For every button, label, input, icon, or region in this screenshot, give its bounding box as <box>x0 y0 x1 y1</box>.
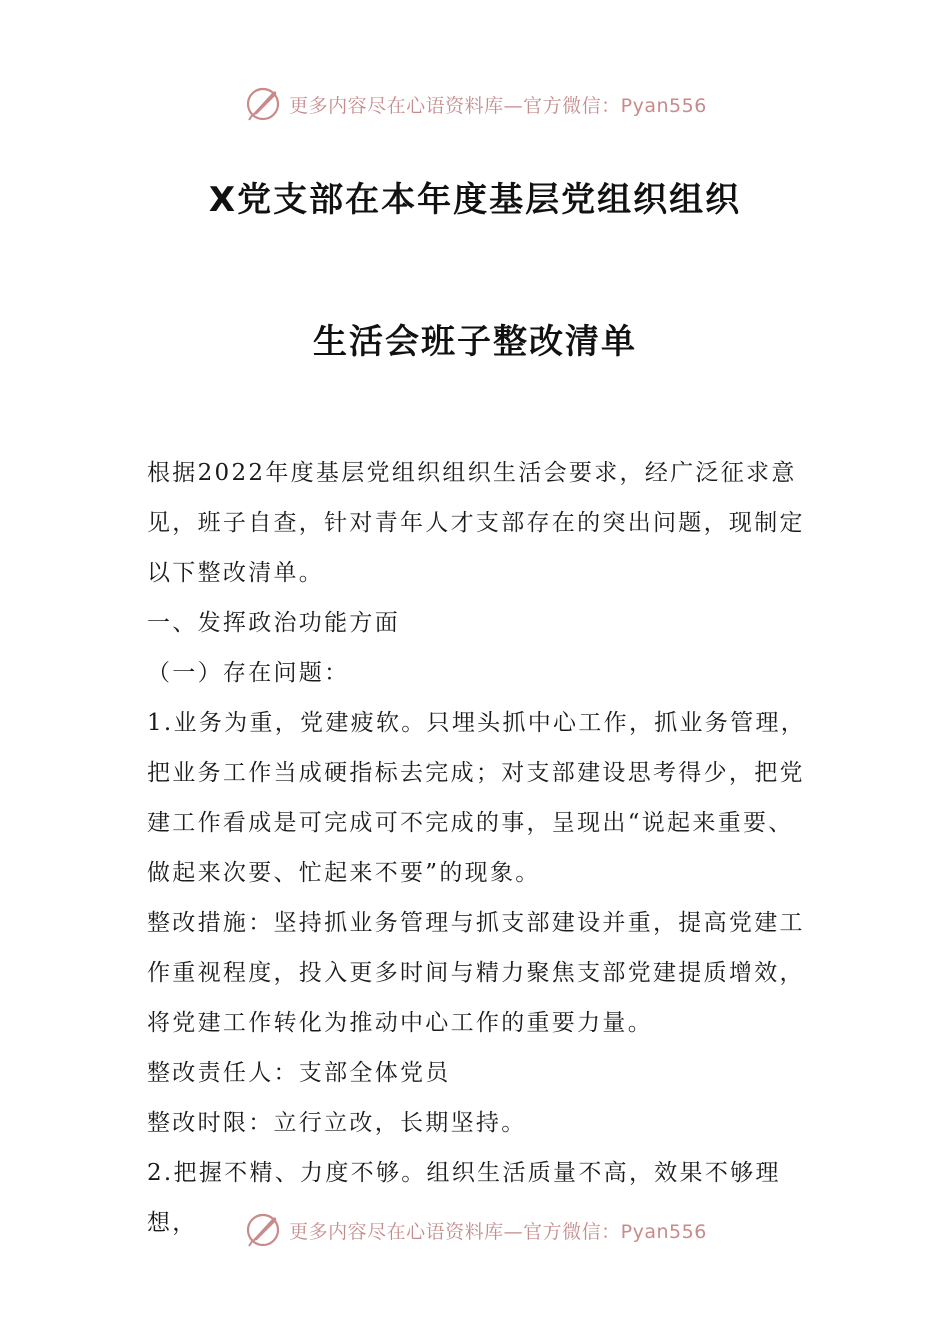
watermark-text: 更多内容尽在心语资料库—官方微信：Pyan556 <box>289 1220 707 1243</box>
document-title-line-2: 生活会班子整改清单 <box>313 322 637 362</box>
quill-logo-icon <box>243 1210 283 1250</box>
watermark-footer <box>0 1208 950 1252</box>
rectification-measures: 整改措施：坚持抓业务管理与抓支部建设并重，提高党建工作重视程度，投入更多时间与精力聚焦支部党建提质增效，将党建工作转化为推动中心工作的重要力量。 <box>147 910 805 1036</box>
quill-logo-icon <box>243 84 283 124</box>
problem-item-1: 1.业务为重，党建疲软。只埋头抓中心工作，抓业务管理，把业务工作当成硬指标去完成；对支部建设思考得少，把党建工作看成是可完成可不完成的事，呈现出“说起来重要、做起来次要、忙起来不要”的现象。 <box>147 710 807 886</box>
watermark-id: Pyan556 <box>620 1220 707 1243</box>
subsection-heading: （一）存在问题： <box>147 660 350 686</box>
watermark-text: 更多内容尽在心语资料库—官方微信：Pyan556 <box>289 94 707 117</box>
deadline: 整改时限：立行立改，长期坚持。 <box>147 1110 527 1136</box>
problem-item-2: 2.把握不精、力度不够。组织生活质量不高，效果不够理想， <box>147 1160 781 1236</box>
document-title-line-1: X党支部在本年度基层党组织组织 <box>208 180 742 220</box>
section-heading: 一、发挥政治功能方面 <box>147 610 400 636</box>
watermark-header <box>0 82 950 126</box>
watermark-id: Pyan556 <box>620 94 707 117</box>
document-body <box>147 448 807 1248</box>
paragraph-intro: 根据2022年度基层党组织组织生活会要求，经广泛征求意见，班子自查，针对青年人才支部存在的突出问题，现制定以下整改清单。 <box>147 460 805 586</box>
responsible-person: 整改责任人：支部全体党员 <box>147 1060 451 1086</box>
